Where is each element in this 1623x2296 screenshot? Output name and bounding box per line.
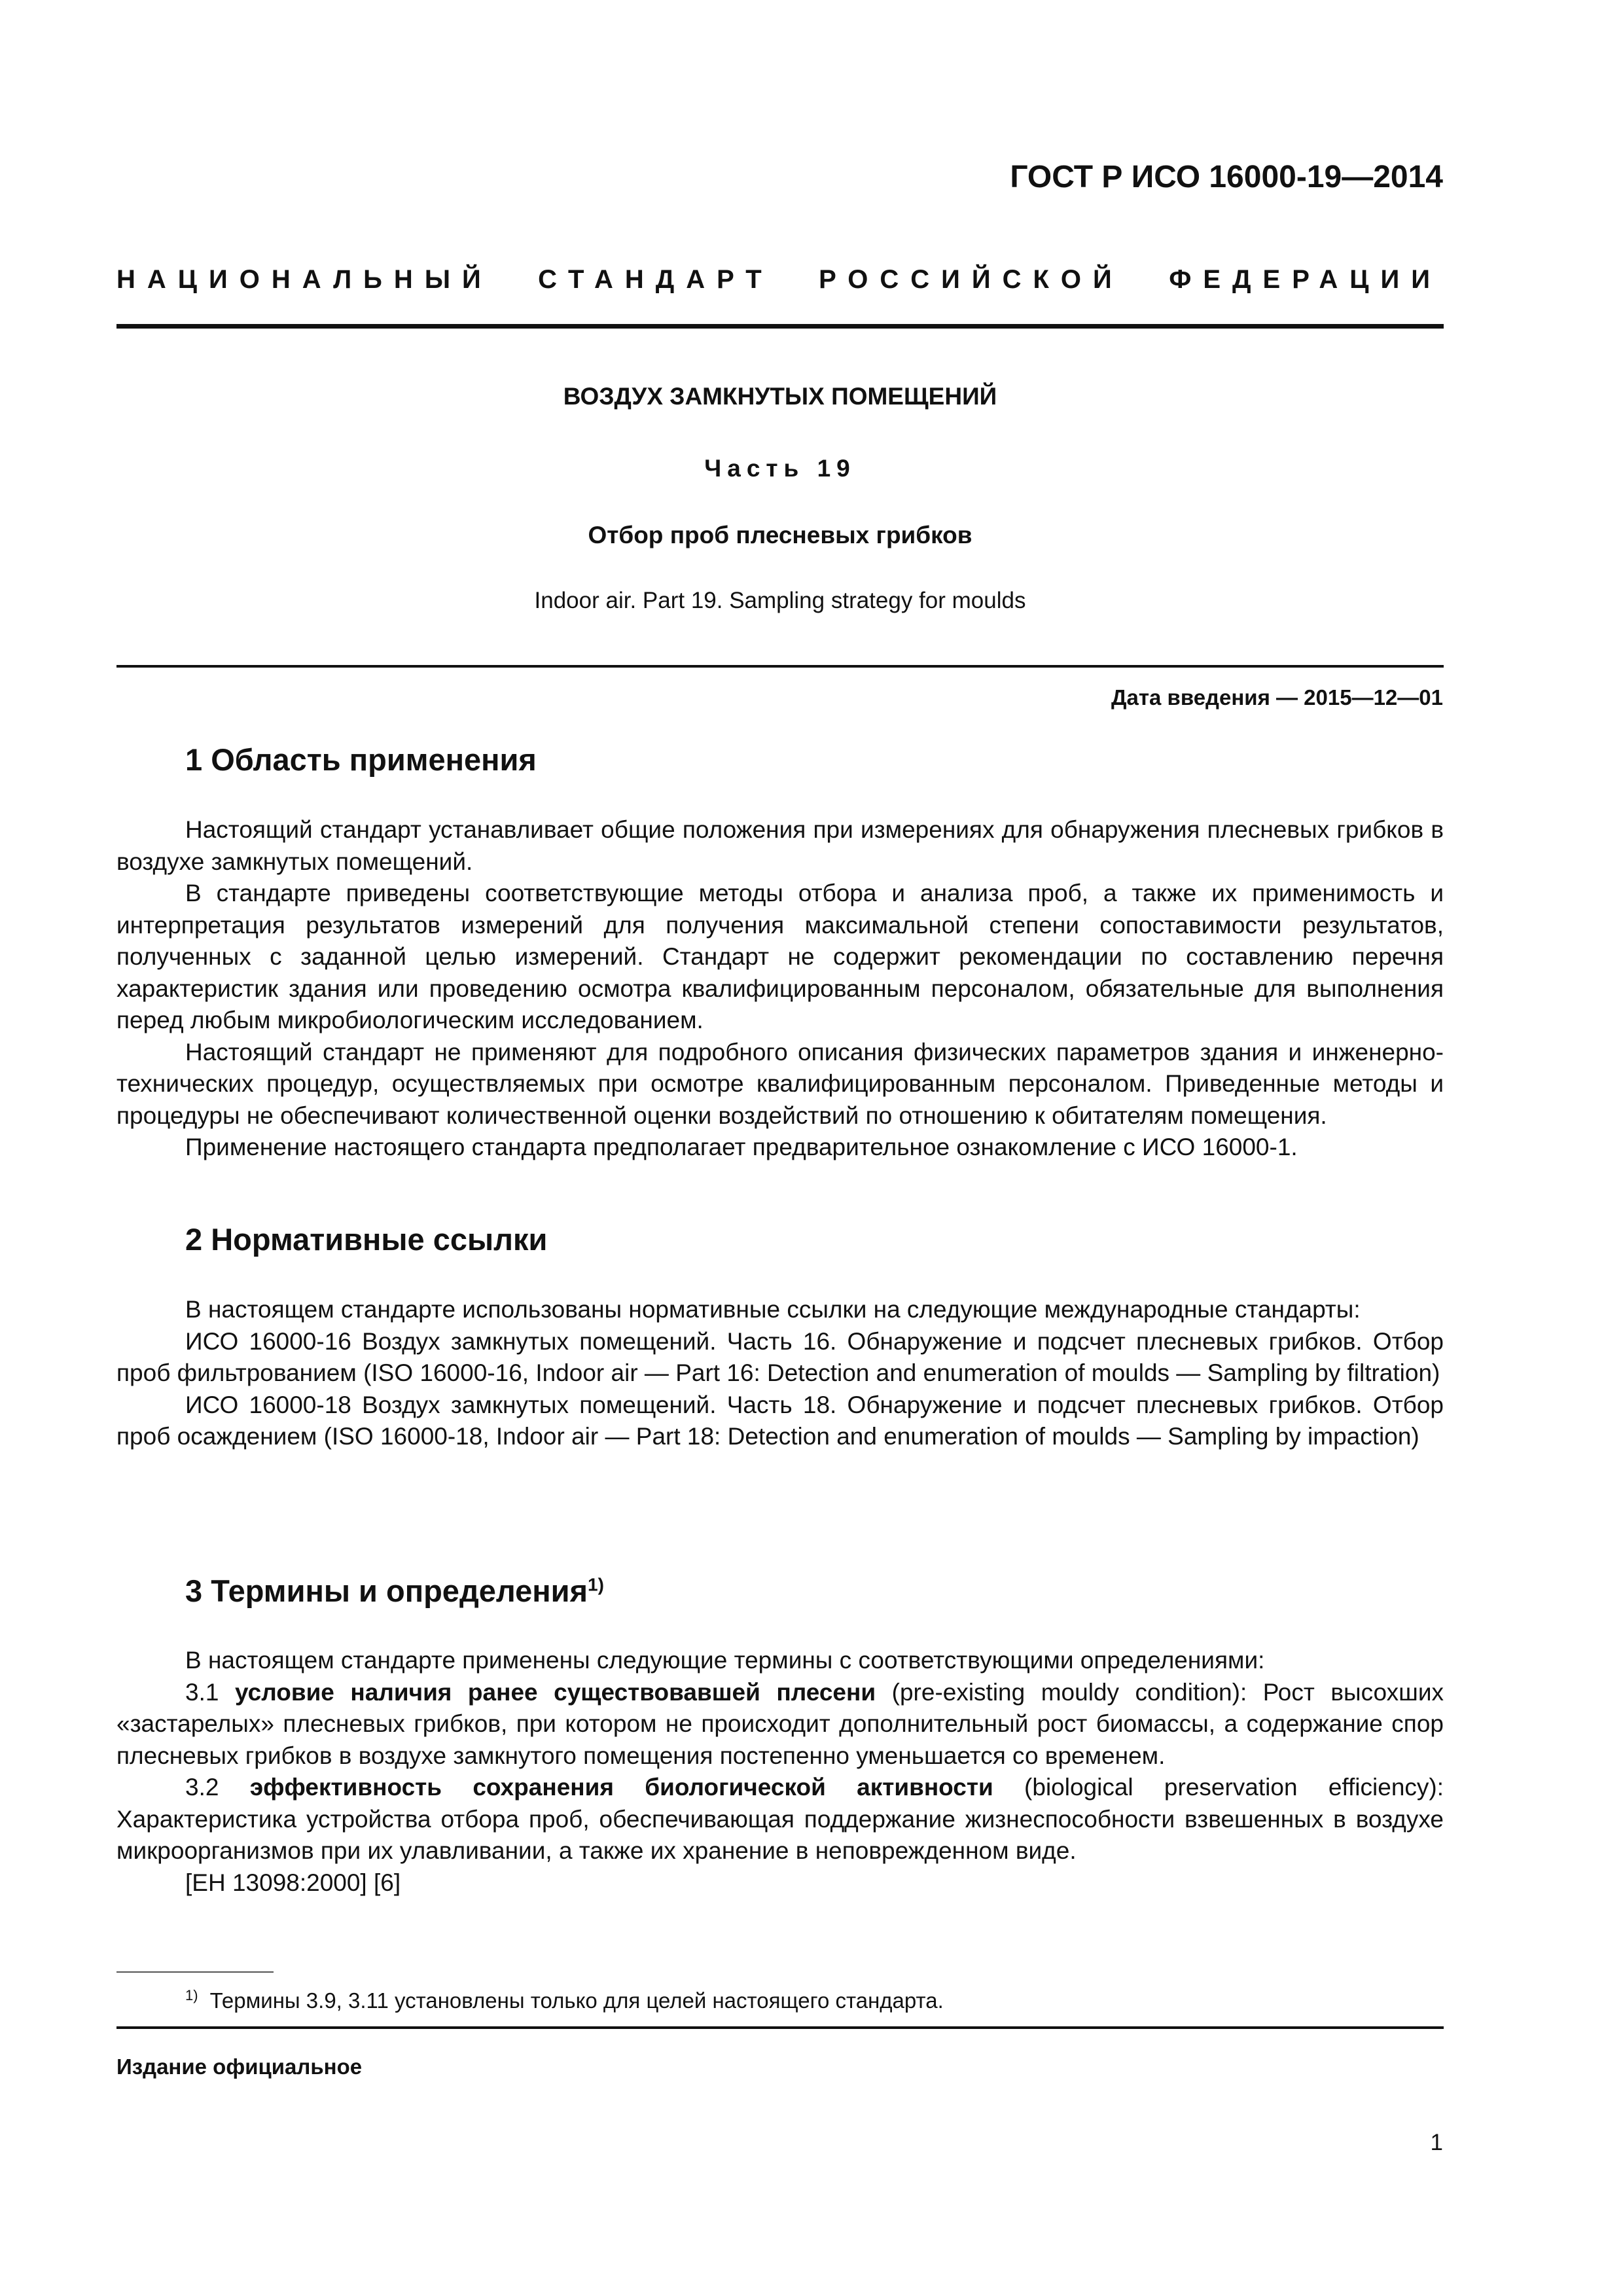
english-title: Indoor air. Part 19. Sampling strategy for moulds (534, 588, 1026, 613)
paragraph: В настоящем стандарте применены следующие термины с соответствующими определениями: (185, 1647, 1265, 1674)
term-number: 3.2 (185, 1774, 219, 1801)
section-1-heading: 1 Область применения (185, 742, 537, 777)
banner-word: ФЕДЕРАЦИИ (1169, 265, 1442, 294)
document-title: ВОЗДУХ ЗАМКНУТЫХ ПОМЕЩЕНИЙ (563, 383, 997, 410)
document-subtitle: Отбор проб плесневых грибков (588, 522, 972, 548)
paragraph: ИСО 16000-16 Воздух замкнутых помещений. Часть 16. Обнаружение и подсчет плесневых грибков. Отбор проб фильтрованием (ISO 16000-16, Indoor air — Part 16: Detection and enumeration of moulds — Sampling by filtration) (116, 1327, 1444, 1386)
section-3-body (116, 1645, 1444, 1899)
term-definition (116, 1677, 1444, 1772)
footnote (185, 1988, 944, 2013)
title-divider (116, 665, 1444, 668)
paragraph: Настоящий стандарт устанавливает общие положения при измерениях для обнаружения плесневых грибков в воздухе замкнутых помещений. (116, 816, 1444, 875)
banner-word: НАЦИОНАЛЬНЫЙ (116, 265, 493, 294)
section-3-heading (185, 1573, 604, 1609)
footnote-text: Термины 3.9, 3.11 установлены только для целей настоящего стандарта. (209, 1988, 944, 2013)
paragraph: Применение настоящего стандарта предполагает предварительное ознакомление с ИСО 16000-1. (185, 1134, 1298, 1160)
term-name: эффективность сохранения биологической активности (249, 1774, 993, 1801)
paragraph: ИСО 16000-18 Воздух замкнутых помещений. Часть 18. Обнаружение и подсчет плесневых грибков. Отбор проб осаждением (ISO 16000-18, Indoor air — Part 18: Detection and enumeration of moulds — Sampling by impaction) (116, 1391, 1444, 1450)
term-definition (116, 1772, 1444, 1867)
term-name: условие наличия ранее существовавшей плесени (234, 1678, 876, 1706)
banner-word: СТАНДАРТ (538, 265, 774, 294)
page-number: 1 (1430, 2130, 1443, 2155)
national-standard-banner (116, 265, 1442, 295)
document-code: ГОСТ Р ИСО 16000-19—2014 (1010, 160, 1443, 194)
footnote-mark: 1) (185, 1987, 198, 2003)
footnote-divider (116, 1971, 274, 1973)
paragraph: Настоящий стандарт не применяют для подробного описания физических параметров здания и инженерно-технических процедур, осуществляемых при осмотре квалифицированным персоналом. Приведенные методы и процедуры не обеспечивают количественной оценки воздействий по отношению к обитателям помещения. (116, 1038, 1444, 1129)
term-text: (biological preservation efficiency): Характеристика устройства отбора проб, обеспечивающая поддержание жизнеспособности взвешенных в воздухе микроорганизмов при их улавливании, а также их хранение в неповрежденном виде. (116, 1774, 1444, 1864)
term-number: 3.1 (185, 1678, 219, 1706)
section-2-heading: 2 Нормативные ссылки (185, 1222, 548, 1257)
introduction-date: Дата введения — 2015—12—01 (1111, 685, 1443, 709)
footer-divider (116, 2026, 1444, 2029)
footnote-reference[interactable]: 1) (588, 1574, 604, 1595)
term-reference: [ЕН 13098:2000] [6] (185, 1869, 401, 1896)
paragraph: В настоящем стандарте использованы нормативные ссылки на следующие международные стандарты: (185, 1296, 1361, 1323)
header-divider (116, 324, 1444, 329)
term-text: (pre-existing mouldy condition): Рост высохших «застарелых» плесневых грибков, при котором не происходит дополнительный рост биомассы, а содержание спор плесневых грибков в воздухе замкнутого помещения постепенно уменьшается со временем. (116, 1678, 1444, 1769)
document-part: Часть 19 (704, 455, 856, 482)
banner-word: РОССИЙСКОЙ (819, 265, 1124, 294)
section-3-heading-text: 3 Термины и определения (185, 1573, 588, 1608)
section-2-body (116, 1294, 1444, 1453)
paragraph: В стандарте приведены соответствующие методы отбора и анализа проб, а также их применимость и интерпретация результатов измерений для получения максимальной степени сопоставимости результатов, полученных с заданной целью измерений. Стандарт не содержит рекомендации по составлению перечня характеристик здания или проведению осмотра квалифицированным персоналом, обязательные для выполнения перед любым микробиологическим исследованием. (116, 880, 1444, 1033)
edition-label: Издание официальное (116, 2054, 363, 2079)
section-1-body (116, 814, 1444, 1164)
